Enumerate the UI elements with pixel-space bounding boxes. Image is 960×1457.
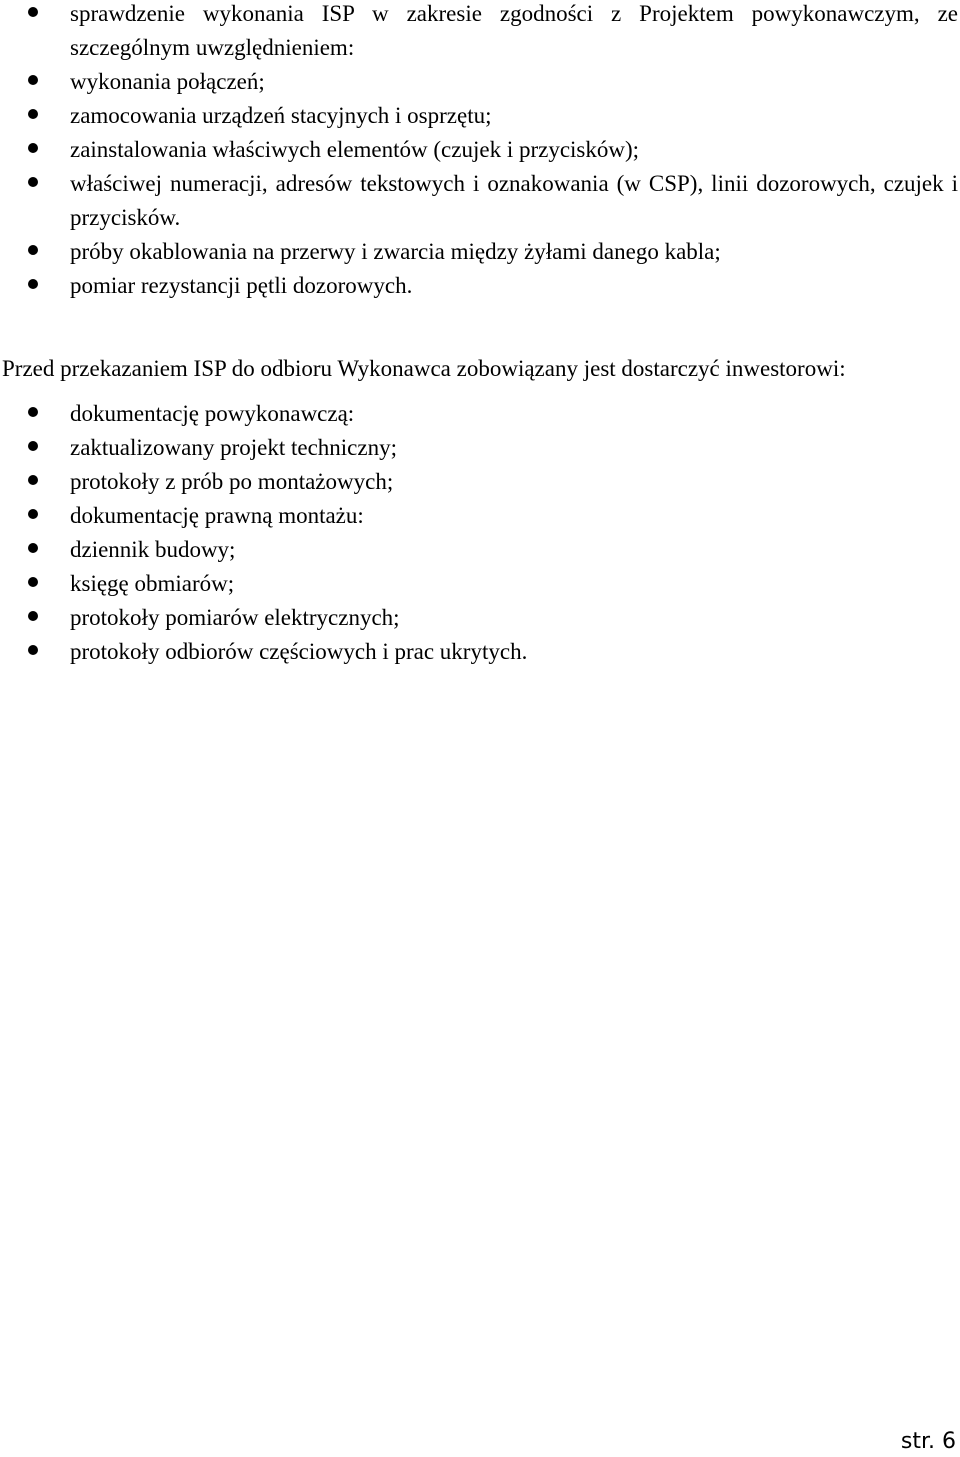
list-item-text: dokumentację powykonawczą: (70, 401, 355, 426)
list-item (0, 465, 960, 499)
bullet-icon (28, 279, 38, 289)
list-item-text: pomiar rezystancji pętli dozorowych. (70, 273, 413, 298)
list-item (0, 397, 960, 431)
bullet-icon (28, 509, 38, 519)
bullet-icon (28, 475, 38, 485)
list-item (0, 567, 960, 601)
intro-paragraph: Przed przekazaniem ISP do odbioru Wykonawca zobowiązany jest dostarczyć inwestorowi: (2, 356, 846, 381)
list-item-text: właściwej numeracji, adresów tekstowych i oznakowania (w CSP), linii dozorowych, czujek i przycisków. (70, 171, 958, 230)
page-number: str. 6 (900, 1429, 956, 1454)
bullet-icon (28, 543, 38, 553)
list-item (0, 235, 960, 269)
list-item-text: wykonania połączeń; (70, 69, 265, 94)
list-item-text: dokumentację prawną montażu: (70, 503, 364, 528)
list-item (0, 0, 960, 65)
documents-list (0, 397, 960, 669)
bullet-icon (28, 611, 38, 621)
bullet-icon (28, 109, 38, 119)
list-item-text: księgę obmiarów; (70, 571, 235, 596)
bullet-icon (28, 7, 38, 17)
list-item-text: zaktualizowany projekt techniczny; (70, 435, 397, 460)
bullet-icon (28, 75, 38, 85)
bullet-icon (28, 645, 38, 655)
list-item-text: zamocowania urządzeń stacyjnych i osprzętu; (70, 103, 492, 128)
list-item (0, 533, 960, 567)
list-item (0, 65, 960, 99)
list-item (0, 431, 960, 465)
bullet-icon (28, 143, 38, 153)
bullet-icon (28, 441, 38, 451)
bullet-icon (28, 407, 38, 417)
list-item (0, 499, 960, 533)
bullet-icon (28, 177, 38, 187)
list-item-text: sprawdzenie wykonania ISP w zakresie zgodności z Projektem powykonawczym, ze szczególnym uwzględnieniem: (70, 1, 958, 60)
bullet-icon (28, 245, 38, 255)
list-item-text: protokoły pomiarów elektrycznych; (70, 605, 400, 630)
list-item (0, 635, 960, 669)
list-item (0, 269, 960, 303)
list-item (0, 167, 960, 235)
list-item-text: zainstalowania właściwych elementów (czujek i przycisków); (70, 137, 640, 162)
list-item (0, 133, 960, 167)
list-item-text: próby okablowania na przerwy i zwarcia między żyłami danego kabla; (70, 239, 721, 264)
bullet-icon (28, 577, 38, 587)
list-item-text: protokoły odbiorów częściowych i prac ukrytych. (70, 639, 528, 664)
inspection-list (0, 0, 960, 303)
list-item (0, 99, 960, 133)
list-item-text: dziennik budowy; (70, 537, 236, 562)
list-item-text: protokoły z prób po montażowych; (70, 469, 394, 494)
list-item (0, 601, 960, 635)
